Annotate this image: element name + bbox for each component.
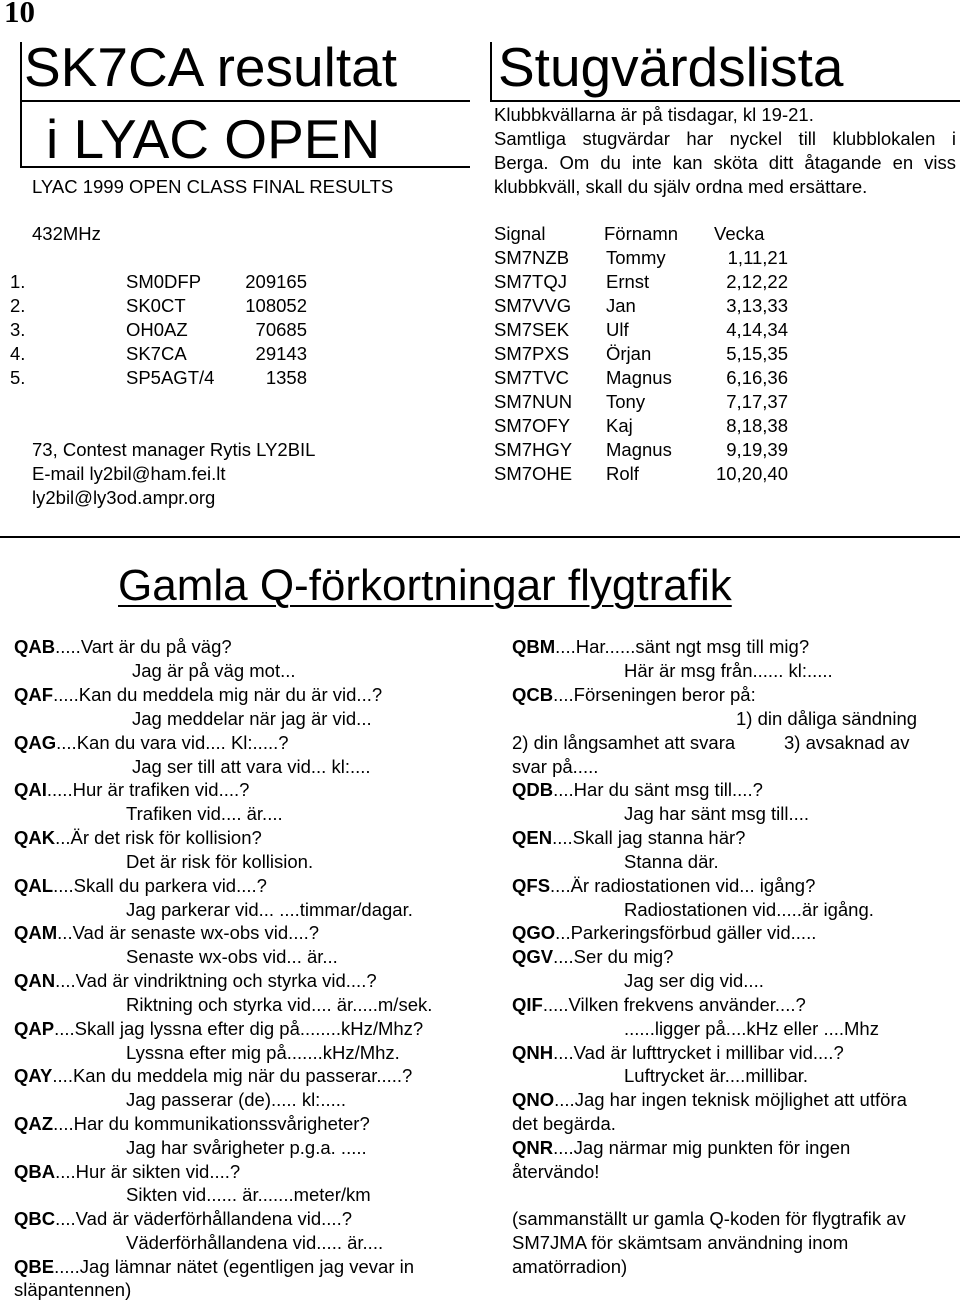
qcode-question: .....Vart är du på väg?: [55, 636, 232, 657]
stugvard-week: 8,18,38: [726, 415, 788, 436]
qcode-code: QAL: [14, 875, 54, 896]
stugvard-week: 1,11,21: [727, 247, 788, 268]
qcode-entry: [512, 635, 809, 659]
qcode-code: QAG: [14, 732, 57, 753]
qcode-entry: [14, 874, 267, 898]
qcode-code: QAY: [14, 1065, 53, 1086]
stugvard-signal: SM7TVC: [494, 367, 570, 388]
stugvard-signal: SM7VVG: [494, 295, 572, 316]
qcode-question: ....Vad är lufttrycket i millibar vid....?: [553, 1042, 844, 1063]
qcode-question: .....Hur är trafiken vid....?: [46, 779, 250, 800]
qcode-entry: [512, 778, 763, 802]
results-score: 209165: [245, 271, 307, 292]
results-email-2: ly2bil@ly3od.ampr.org: [32, 487, 216, 508]
stugvard-row: [0, 414, 960, 438]
qcode-reply: Jag ser dig vid....: [624, 970, 764, 991]
qcode-question: ...Parkeringsförbud gäller vid.....: [555, 922, 817, 943]
qcode-question: ....Vad är vindriktning och styrka vid....?: [55, 970, 377, 991]
page-number: 10: [4, 0, 35, 29]
qcode-reply: Jag är på väg mot...: [132, 660, 296, 681]
qcode-reply: Jag har svårigheter p.g.a. .....: [126, 1137, 367, 1158]
qcode-reply: Jag har sänt msg till....: [624, 803, 810, 824]
stugvard-week: 10,20,40: [715, 463, 788, 484]
qcode-question: ....Ser du mig?: [553, 946, 674, 967]
stugvard-signal: SM7OFY: [494, 415, 571, 436]
qcode-code: QGO: [512, 922, 556, 943]
stugvard-header-signal: Signal: [494, 223, 546, 244]
qcode-entry: [512, 826, 745, 850]
qcode-line: svar på.....: [512, 756, 599, 777]
qcode-question: .....Jag lämnar nätet (egentligen jag vevar in: [54, 1256, 415, 1277]
qcode-reply: Trafiken vid.... är....: [126, 803, 283, 824]
results-call: OH0AZ: [126, 319, 188, 340]
results-rank: 2.: [10, 295, 26, 316]
results-email-1: E-mail ly2bil@ham.fei.lt: [32, 463, 226, 484]
qcode-question: ....Skall du parkera vid....?: [53, 875, 267, 896]
qcode-entry: [512, 1136, 850, 1160]
qcode-question: ...Vad är senaste wx-obs vid....?: [57, 922, 320, 943]
stugvard-name: Tony: [606, 391, 646, 412]
results-rank: 4.: [10, 343, 26, 364]
qcode-entry: [14, 1160, 240, 1184]
qcode-question: .....Kan du meddela mig när du är vid...?: [53, 684, 383, 705]
stugvard-name: Rolf: [606, 463, 639, 484]
qcode-entry: [14, 921, 319, 945]
stugvard-row: [0, 462, 960, 486]
qcode-reply: Det är risk för kollision.: [126, 851, 314, 872]
qcode-question: .....Vilken frekvens använder....?: [542, 994, 806, 1015]
results-title-line1: SK7CA resultat: [24, 36, 397, 98]
stugvard-name: Magnus: [606, 367, 672, 388]
results-signoff: 73, Contest manager Rytis LY2BIL: [32, 439, 316, 460]
qcode-code: QBA: [14, 1161, 56, 1182]
qcode-code: QCB: [512, 684, 554, 705]
qcodes-note-line: (sammanställt ur gamla Q-koden för flygtrafik av: [512, 1208, 906, 1229]
qcode-entry: [14, 1112, 370, 1136]
qcode-entry: [14, 1017, 423, 1041]
qcode-reply: Jag meddelar när jag är vid...: [132, 708, 372, 729]
stugvard-week: 4,14,34: [726, 319, 788, 340]
stugvard-week: 3,13,33: [726, 295, 788, 316]
stugvard-intro-line-4: klubbkväll, skall du själv ordna med ersättare.: [494, 176, 868, 197]
qcode-question: ....Förseningen beror på:: [553, 684, 756, 705]
qcode-entry: [14, 1064, 412, 1088]
qcode-reply: Jag parkerar vid... ....timmar/dagar.: [126, 899, 413, 920]
stugvard-intro: [494, 103, 956, 199]
stugvard-intro-line-1: Klubbkvällarna är på tisdagar, kl 19-21.: [494, 104, 814, 125]
qcodes-title: Gamla Q-förkortningar flygtrafik: [118, 561, 732, 610]
qcode-code: QEN: [512, 827, 553, 848]
qcode-reply: Jag passerar (de)..... kl:.....: [126, 1089, 347, 1110]
qcodes-note-line: SM7JMA för skämtsam användning inom: [512, 1232, 849, 1253]
qcode-question: ....Har du kommunikationssvårigheter?: [53, 1113, 370, 1134]
qcode-reply: Riktning och styrka vid.... är.....m/sek.: [126, 994, 433, 1015]
stugvard-name: Jan: [606, 295, 636, 316]
qcode-line: det begärda.: [512, 1113, 616, 1134]
stugvard-name: Magnus: [606, 439, 672, 460]
qcode-line: 2) din långsamhet att svara: [512, 732, 736, 753]
qcode-reply: ......ligger på....kHz eller ....Mhz: [624, 1018, 879, 1039]
stugvard-signal: SM7PXS: [494, 343, 570, 364]
qcode-code: QAF: [14, 684, 54, 705]
qcode-entry: [14, 778, 249, 802]
stugvard-signal: SM7TQJ: [494, 271, 567, 292]
stugvard-name: Örjan: [606, 343, 652, 364]
stugvard-name: Ernst: [606, 271, 650, 292]
stugvard-row: [0, 390, 960, 414]
qcode-code: QAZ: [14, 1113, 54, 1134]
qcode-entry: [512, 874, 815, 898]
results-band: 432MHz: [32, 223, 101, 244]
stugvard-week: 5,15,35: [726, 343, 788, 364]
qcode-question: ....Jag närmar mig punkten för ingen: [553, 1137, 851, 1158]
qcode-question: ....Skall jag stanna här?: [552, 827, 746, 848]
stugvard-intro-line-2: Samtliga stugvärdar har nyckel till klubblokalen i: [494, 128, 956, 149]
qcode-code: QAP: [14, 1018, 55, 1039]
qcode-question: ....Kan du vara vid.... Kl:.....?: [56, 732, 289, 753]
stugvard-week: 7,17,37: [726, 391, 788, 412]
section-divider: [0, 536, 960, 538]
results-subtitle: LYAC 1999 OPEN CLASS FINAL RESULTS: [32, 176, 394, 197]
qcode-reply: Jag ser till att vara vid... kl:....: [132, 756, 371, 777]
stugvard-signal: SM7HGY: [494, 439, 573, 460]
qcode-line: 1) din dåliga sändning: [736, 708, 918, 729]
results-score: 1358: [265, 367, 307, 388]
qcode-question: ....Har......sänt ngt msg till mig?: [555, 636, 810, 657]
qcode-code: QGV: [512, 946, 554, 967]
qcode-entry: [14, 635, 232, 659]
stugvard-week: 6,16,36: [726, 367, 788, 388]
qcode-question: ....Är radiostationen vid... igång?: [550, 875, 816, 896]
stugvard-header-row: [0, 222, 960, 246]
stugvard-signal: SM7OHE: [494, 463, 573, 484]
qcode-entry: [512, 921, 816, 945]
qcode-code: QAM: [14, 922, 58, 943]
qcode-code: QNO: [512, 1089, 555, 1110]
qcode-reply: Luftrycket är....millibar.: [624, 1065, 809, 1086]
results-call: SK7CA: [126, 343, 187, 364]
stugvard-signal: SM7NUN: [494, 391, 573, 412]
qcode-code: QNR: [512, 1137, 554, 1158]
stugvard-row: [0, 294, 960, 318]
qcode-entry: [512, 945, 673, 969]
qcode-question: ....Vad är väderförhållandena vid....?: [55, 1208, 352, 1229]
qcode-question: ....Kan du meddela mig när du passerar.....?: [52, 1065, 413, 1086]
qcode-reply: Sikten vid...... är.......meter/km: [126, 1184, 371, 1205]
qcode-question: ....Jag har ingen teknisk möjlighet att utföra: [554, 1089, 907, 1110]
qcode-reply: Radiostationen vid.....är igång.: [624, 899, 874, 920]
results-score: 108052: [245, 295, 307, 316]
qcode-code: QAI: [14, 779, 47, 800]
qcode-question: ....Har du sänt msg till....?: [553, 779, 763, 800]
qcode-entry: [14, 1255, 414, 1279]
results-rank: 1.: [10, 271, 26, 292]
qcode-entry: [512, 1041, 844, 1065]
stugvard-signal: SM7NZB: [494, 247, 570, 268]
qcode-entry: [14, 826, 262, 850]
qcodes-note-line: amatörradion): [512, 1256, 628, 1277]
results-score: 70685: [255, 319, 307, 340]
stugvard-row: [0, 438, 960, 462]
qcode-reply: Här är msg från...... kl:.....: [624, 660, 833, 681]
results-score: 29143: [255, 343, 307, 364]
stugvard-header-week: Vecka: [714, 223, 765, 244]
qcode-code: QAB: [14, 636, 56, 657]
results-rank: 3.: [10, 319, 26, 340]
qcode-entry: [512, 993, 806, 1017]
qcode-entry: [14, 683, 382, 707]
qcode-entry: [512, 683, 756, 707]
stugvard-row: [0, 318, 960, 342]
results-title-line2: i LYAC OPEN: [46, 108, 381, 170]
qcode-question: ...Är det risk för kollision?: [55, 827, 262, 848]
stugvard-row: [0, 342, 960, 366]
qcode-continuation: släpantennen): [14, 1279, 132, 1300]
stugvard-header-name: Förnamn: [604, 223, 679, 244]
stugvard-intro-line-3: Berga. Om du inte kan sköta ditt åtagande en viss: [494, 152, 956, 173]
qcode-line: 3) avsaknad av: [784, 732, 910, 753]
qcode-code: QBE: [14, 1256, 55, 1277]
stugvard-name: Kaj: [606, 415, 633, 436]
qcode-code: QDB: [512, 779, 554, 800]
qcode-question: ....Skall jag lyssna efter dig på........kHz/Mhz?: [54, 1018, 424, 1039]
qcode-entry: [512, 1088, 907, 1112]
qcode-reply: Väderförhållandena vid..... är....: [126, 1232, 384, 1253]
qcode-reply: Stanna där.: [624, 851, 719, 872]
qcode-code: QBM: [512, 636, 556, 657]
qcode-entry: [14, 1207, 352, 1231]
qcode-code: QNH: [512, 1042, 554, 1063]
stugvard-row: [0, 246, 960, 270]
results-rank: 5.: [10, 367, 26, 388]
stugvard-title: Stugvärdslista: [498, 36, 844, 98]
stugvard-row: [0, 270, 960, 294]
stugvard-name: Tommy: [606, 247, 666, 268]
qcode-question: ....Hur är sikten vid....?: [55, 1161, 241, 1182]
stugvard-week: 9,19,39: [726, 439, 788, 460]
stugvard-signal: SM7SEK: [494, 319, 570, 340]
stugvard-week: 2,12,22: [726, 271, 788, 292]
qcode-entry: [14, 731, 289, 755]
results-call: SP5AGT/4: [126, 367, 215, 388]
qcode-code: QAK: [14, 827, 56, 848]
qcode-line: återvändo!: [512, 1161, 600, 1182]
qcode-code: QFS: [512, 875, 551, 896]
qcode-code: QBC: [14, 1208, 56, 1229]
qcode-reply: Senaste wx-obs vid... är...: [126, 946, 338, 967]
qcode-code: QAN: [14, 970, 56, 991]
stugvard-row: [0, 366, 960, 390]
stugvard-name: Ulf: [606, 319, 629, 340]
qcode-code: QIF: [512, 994, 543, 1015]
qcode-entry: [14, 969, 377, 993]
results-call: SM0DFP: [126, 271, 202, 292]
results-call: SK0CT: [126, 295, 186, 316]
qcode-reply: Lyssna efter mig på.......kHz/Mhz.: [126, 1042, 400, 1063]
